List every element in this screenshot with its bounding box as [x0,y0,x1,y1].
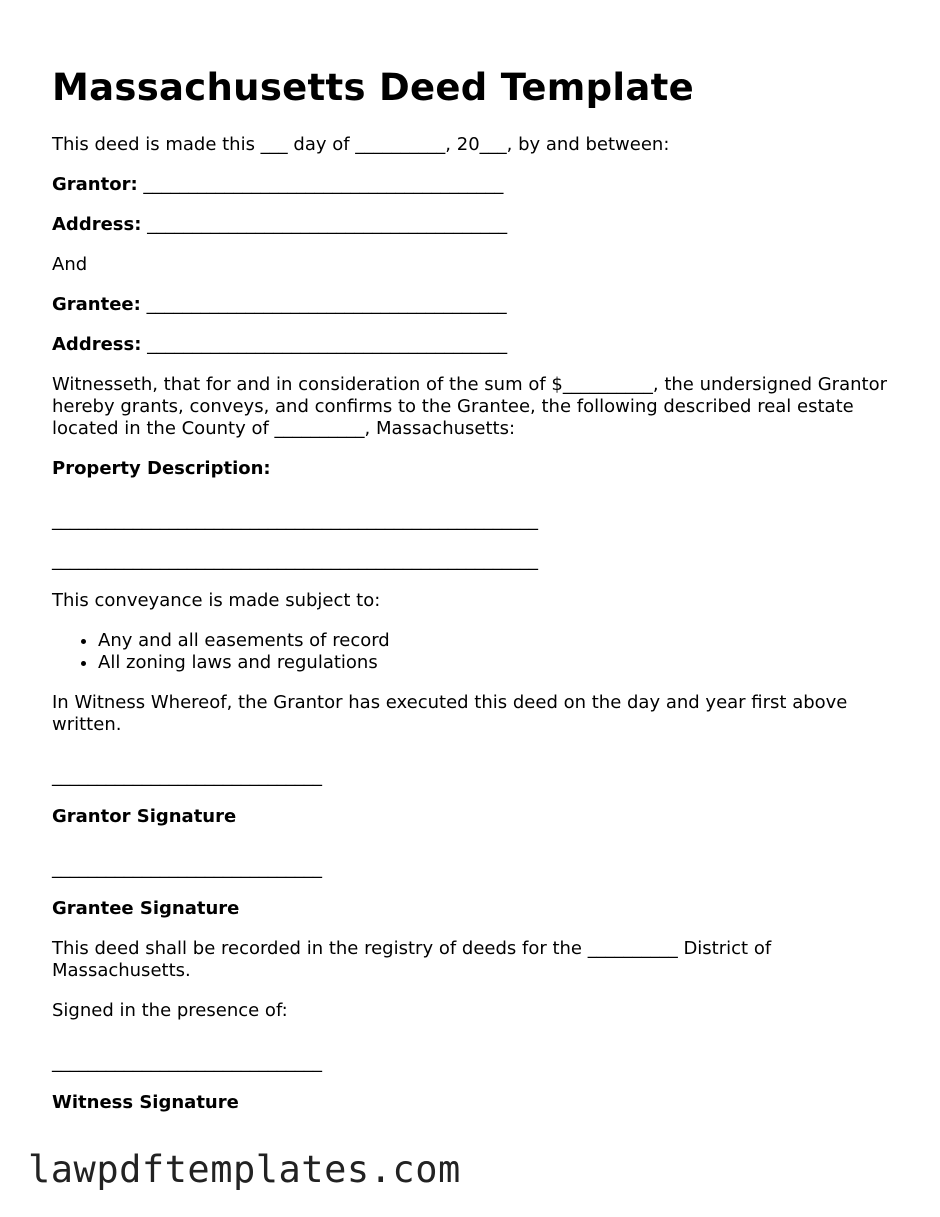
grantor-blank: ________________________________________ [137,174,504,195]
list-item: • All zoning laws and regulations [98,652,902,674]
witness-signature-line: ______________________________ [52,1052,322,1073]
presence-text: Signed in the presence of: [52,1000,288,1021]
conveyance-intro: This conveyance is made subject to: [52,590,381,611]
witness-signature-label: Witness Signature [52,1092,239,1113]
grantee-address-blank: ________________________________________ [141,334,508,355]
in-witness-paragraph: In Witness Whereof, the Grantor has executed this deed on the day and year first above written. [52,692,848,735]
property-description-line-1: ______________________________________________________ [52,510,538,531]
intro-text: This deed is made this ___ day of __________, 20___, by and between: [52,134,670,155]
recording-paragraph: This deed shall be recorded in the registry of deeds for the __________ District of Massachusetts. [52,938,772,981]
witnesseth-paragraph: Witnesseth, that for and in consideration of the sum of $__________, the undersigned Grantor hereby grants, conveys, and confirms to the Grantee, the following described real estate located in the County of __________, Massachusetts: [52,374,887,439]
list-item: • Any and all easements of record [98,630,902,652]
grantor-address-line [52,214,902,236]
grantor-label: Grantor: [52,174,138,195]
grantee-address-label: Address: [52,334,142,355]
grantee-line [52,294,902,316]
property-description-label: Property Description: [52,458,271,479]
grantee-label: Grantee: [52,294,141,315]
and-text: And [52,254,88,275]
grantor-signature-line: ______________________________ [52,766,322,787]
page-title: Massachusetts Deed Template [52,66,695,109]
property-description-line-2: ______________________________________________________ [52,550,538,571]
grantee-signature-line: ______________________________ [52,858,322,879]
deed-document [52,66,902,1132]
grantor-address-label: Address: [52,214,142,235]
grantor-address-blank: ________________________________________ [141,214,508,235]
grantor-line [52,174,902,196]
grantor-signature-label: Grantor Signature [52,806,237,827]
grantee-blank: ________________________________________ [140,294,507,315]
grantee-signature-label: Grantee Signature [52,898,240,919]
site-watermark: lawpdftemplates.com [28,1148,461,1191]
grantee-address-line [52,334,902,356]
conveyance-list [52,630,902,674]
